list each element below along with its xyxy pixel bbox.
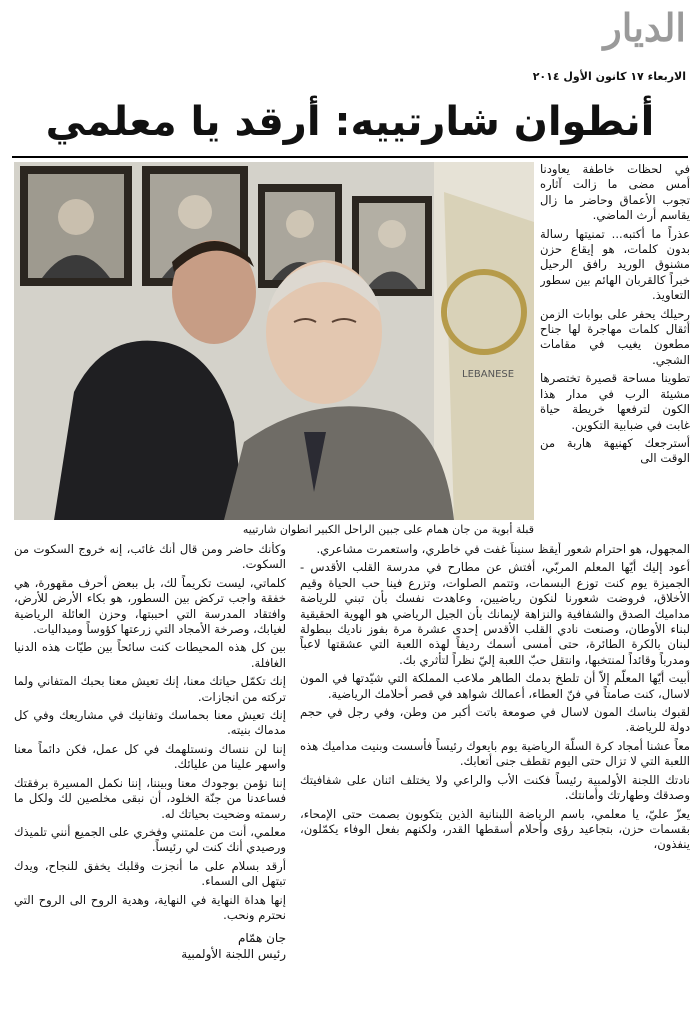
photo-illustration — [14, 162, 534, 520]
paragraph: نادتك اللجنة الأولمبية رئيساً فكنت الأب والراعي ولا يختلف اثنان على شفافيتك وصدقك وطهارتك وأمانتك. — [300, 772, 690, 803]
paragraph: كلماتي، ليست تكريماً لك، بل ببعض أحرف مقهورة، هي خفقة واجب ترکض بين السطور، هو بكاء الأرض للأرض، وافتقاد المدرسة التي احببتها، وحزن العائلة الرياضية لغيابك، وصرخة الأمجاد التي زرعتها كؤوساً وميداليات. — [14, 575, 286, 637]
paragraph: أسترجعك كهنيهة هاربة من الوقت الى — [540, 435, 690, 466]
paragraph: في لحظات خاطفة يعاودنا أمس مضى ما زالت آثاره تجوب الأعماق وحاضر ما زال يقاسم أرث الماضي. — [540, 162, 690, 223]
paragraph: بين كل هذه المحيطات كنت سائحاً بين طيّات هذه الدنيا الغافلة. — [14, 640, 286, 670]
signature-title: رئيس اللجنة الأولمبية — [181, 946, 286, 961]
paragraph: معاً عشنا أمجاد كرة السلّة الرياضية يوم بايعوك رئيساً فأسست وبنيت مداميك هذه اللعبة التي لا تزال حتى اليوم تقطف جنى أتعابك. — [300, 738, 690, 769]
article-column-left — [14, 542, 286, 1002]
paragraph: المجهول، هو احترام شعور أيقظ سنيناً غفت في خاطري، واستعمرت مشاعري. — [316, 542, 690, 556]
paragraph: وكأنك حاضر ومن قال أنك غائب، إنه خروج السكوت من السكوت. — [14, 542, 286, 572]
paragraph: إنك تكمّل حياتك معنا، إنك تعيش معنا بحبك المتفاني ولما تركته من انجازات. — [14, 674, 286, 704]
article-column-right — [540, 162, 690, 542]
dateline: الاربعاء ١٧ كانون الأول ٢٠١٤ — [532, 70, 686, 83]
paragraph: إنك تعيش معنا بحماسك وتفانيك في مشاريعك وفي كل مدماك بنيته. — [14, 708, 286, 738]
article-column-middle — [300, 542, 690, 1002]
paragraph: تطوينا مساحة قصيرة تختصرها مشيئة الرب في مدار هذا الكون لترفعها خريطة حياة غابت في ضبابية التكوين. — [540, 371, 690, 432]
paragraph: إننا نؤمن بوجودك معنا وبيننا، إننا نكمل المسيرة برفقتك فساعدنا من جنّة الخلود، أن نبقى مخلصين لك ولكل ما رسمته وضحيت بحياتك له. — [14, 775, 286, 821]
paragraph: رحيلك يحفر على بوابات الزمن أثقال كلمات مهاجرة لها جناح مطعون يغيب في مقامات الشجي. — [540, 306, 690, 367]
signature-block — [14, 931, 286, 962]
headline: أنطوان شارتييه: أرقد يا معلمي — [45, 99, 655, 145]
paragraph: أعود إليك أيّها المعلم المربّي، أفتش عن مطارح في مدرسة القلب الأقدس - الجميزة يوم كنت توزع البسمات، وتتمم الصلوات، وتزرع فينا حب الحياة وقيم الأخلاق، فروضت شعورنا لنكون رياضيين، وعاهدت نفسك بأن تبني للرياضة مداميك الصدق والشفافية والنزاهة لإيمانك بأن الجيل الرياضي هو الهوية الحقيقية لبناء الأوطان، وصنعت نادي القلب الأقدس إحدى عشرة مرة بفوز ناديك ببطولة لبنان بالكرة الطائرة، حتى أمسى أسمك رديفاً لهذه اللعبة التي عشقتها لاعباً ومدرباً وقائداً لمنتخبها، وانتقل حبّ اللعبة إليّ نظراً لتأثري بك. — [300, 560, 690, 667]
portrait-frame-1 — [20, 166, 132, 286]
article-photo — [14, 162, 534, 520]
paragraph: أبيت أيّها المعلّم إلاّ أن تلطخ بدمك الطاهر ملاعب المملكة التي شيّدتها في المون لاسال، كنت صامتاً في فنّ العطاء، أعمالك شواهد في قصر أحلامك الرياضية. — [300, 671, 690, 701]
paragraph: معلمي، أنت من علمتني وفخري على الجميع أنني تلميذك ورصيدي أنك كنت لي رئيساً. — [14, 824, 286, 855]
paragraph: إنها هداة النهاية في النهاية، وهدية الروح الى الروح التي نحترم ونحب. — [14, 892, 286, 922]
paragraph: عذراً ما أكتبه... تمنيتها رسالة بدون كلمات، هو إيقاع حزن مشنوق الوريد رافق الرحيل خبراً كالقربان الهائم بين سطور التعاويذ. — [540, 226, 690, 303]
paragraph: إننا لن ننساك ونستلهمك في كل عمل، فكن دائماً معنا واسهر علينا من عليائك. — [14, 741, 286, 772]
masthead-logo: الديار — [603, 5, 686, 50]
signature-name: جان همّام — [237, 931, 286, 946]
paragraph: أرقد بسلام على ما أنجزت وقلبك يخفق للنجاح، ويدك تبتهل الى السماء. — [14, 858, 286, 889]
paragraph: يعزّ عليّ، يا معلمي، باسم الرياضة اللبنانية الذين يتكوبون بصمت حتى الإمحاء، بقسمات حزن، بتجاعيد رؤى وأحلام أسقطها القدر، ولكنهم بفعل الوفاء يكمّلون، ينفذون، — [300, 806, 690, 852]
headline-rule — [12, 156, 688, 158]
paragraph: لقبوك بناسك المون لاسال في صومعة باتت أكبر من وطن، وفي رجل في حجم دولة للرياضة. — [300, 705, 690, 735]
flag-text: LEBANESE — [462, 369, 515, 380]
photo-caption: قبلة أبوية من جان همام على جبين الراحل الكبير انطوان شارتييه — [242, 523, 534, 536]
